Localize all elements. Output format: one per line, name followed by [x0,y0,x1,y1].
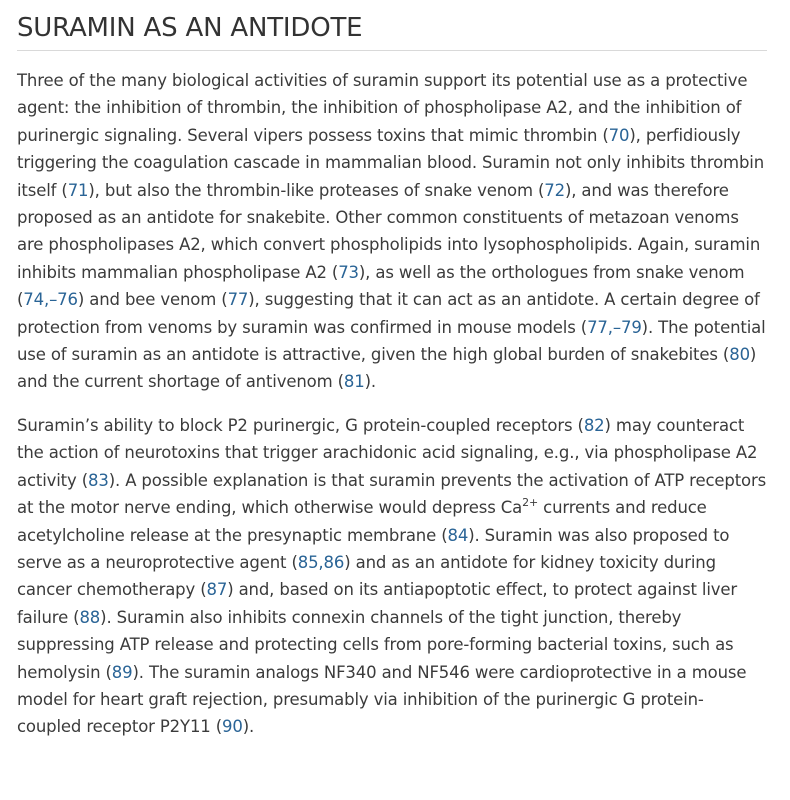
body-text: ) and bee venom ( [77,290,228,310]
body-text: ) and, based on its antiapoptotic effect, to protect against liver failure ( [17,580,738,627]
citation-link[interactable]: 77 [227,290,249,310]
paragraph-1 [17,67,767,396]
body-text: ). [364,372,376,392]
body-text: ). [242,717,255,737]
citation-link[interactable]: 72 [544,180,565,200]
citation-link[interactable]: 80 [729,345,750,365]
body-text: ). Suramin also inhibits connexin channels of the tight junction, thereby suppressing ATP release and protecting cells from pore-forming bacterial toxins, such as hemolysin ( [17,607,734,682]
body-text: currents and reduce acetylcholine release at the presynaptic membrane ( [17,498,707,545]
superscript: 2+ [522,496,539,510]
citation-link[interactable]: 71 [67,180,89,200]
citation-link[interactable]: 83 [88,470,109,490]
citation-link[interactable]: 74,–76 [23,290,78,310]
body-text: ), but also the thrombin-like proteases of snake venom ( [88,180,545,200]
article-section [17,0,767,741]
body-text: ) and as an antidote for kidney toxicity during cancer chemotherapy ( [17,552,716,600]
citation-link[interactable]: 73 [338,262,359,282]
citation-link[interactable]: 77,–79 [587,317,642,337]
body-text: ). Suramin was also proposed to serve as a neuroprotective agent ( [17,525,730,572]
body-text: ). The potential use of suramin as an antidote is attractive, given the high global burden of snakebites ( [17,317,766,365]
body-text: ). A possible explanation is that suramin prevents the activation of ATP receptors at the motor nerve ending, which otherwise would depress Ca [17,470,767,518]
citation-link[interactable]: 85,​86 [297,552,345,572]
citation-link[interactable]: 90 [222,717,243,737]
body-text: ) may counteract the action of neurotoxins that trigger arachidonic acid signaling, e.g., via phospholipase A2 activity ( [17,415,758,490]
body-text: ) and the current shortage of antivenom ( [17,345,757,392]
citation-link[interactable]: 87 [206,580,228,600]
body-text: Suramin’s ability to block P2 purinergic, G protein-coupled receptors ( [17,415,584,435]
citation-link[interactable]: 82 [583,415,605,435]
body-text: ), perfidiously triggering the coagulation cascade in mammalian blood. Suramin not only inhibits thrombin itself ( [17,125,765,200]
body-text: ), and was therefore proposed as an antidote for snakebite. Other common constituents of metazoan venoms are phospholipases A2, which convert phospholipids into lysophospholipids. Again, suramin inhibits mammalian phospholipase A2 ( [17,180,761,282]
body-text: Three of the many biological activities of suramin support its potential use as a protective agent: the inhibition of thrombin, the inhibition of phospholipase A2, and the inhibition of purinergic signaling. Several vipers possess toxins that mimic thrombin ( [17,71,748,145]
citation-link[interactable]: 84 [447,525,469,545]
citation-link[interactable]: 70 [608,125,630,145]
body-text: ), as well as the orthologues from snake venom ( [17,262,745,310]
citation-link[interactable]: 88 [79,607,101,627]
citation-link[interactable]: 89 [111,662,133,682]
citation-link[interactable]: 81 [343,372,365,392]
body-text: ), suggesting that it can act as an antidote. A certain degree of protection from venoms by suramin was confirmed in mouse models ( [17,290,760,337]
paragraph-2 [17,412,767,741]
body-text: ). The suramin analogs NF340 and NF546 were cardioprotective in a mouse model for heart graft rejection, presumably via inhibition of the purinergic G protein-coupled receptor P2Y11 ( [17,662,747,737]
section-title: SURAMIN AS AN ANTIDOTE [17,0,767,51]
